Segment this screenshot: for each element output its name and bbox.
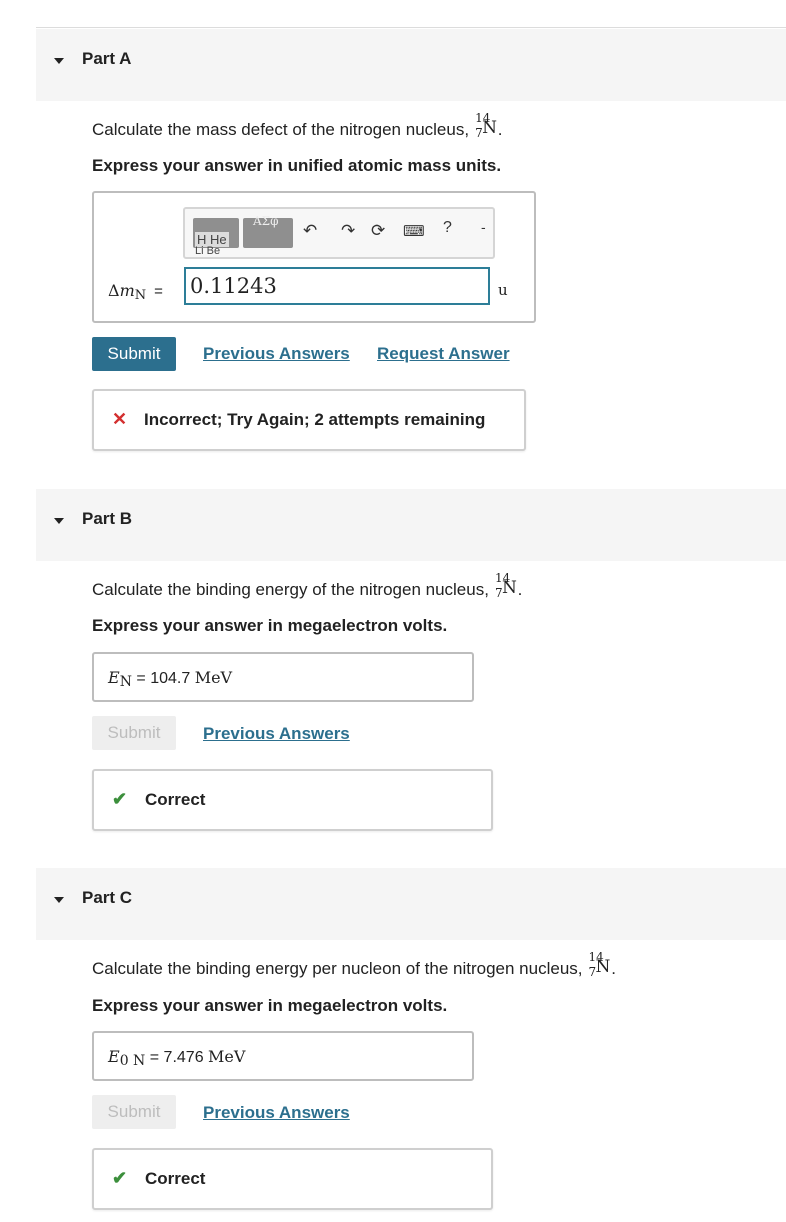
- checkmark-icon: ✔: [112, 789, 128, 809]
- part-b-feedback: [92, 769, 493, 831]
- caret-down-icon[interactable]: [54, 897, 64, 903]
- templates-button[interactable]: H He Li Be: [193, 218, 239, 248]
- part-a-question: Calculate the mass defect of the nitrogen nucleus, 14 7 N .: [92, 111, 503, 140]
- checkmark-icon: ✔: [112, 1168, 128, 1188]
- submit-button[interactable]: Submit: [92, 716, 176, 750]
- part-c-result-box: [92, 1031, 474, 1081]
- unit-label: u: [498, 281, 508, 299]
- incorrect-x-icon: ✕: [112, 409, 128, 429]
- feedback-text: Correct: [145, 1169, 206, 1188]
- help-icon[interactable]: ?: [443, 219, 452, 236]
- part-b-result-box: [92, 652, 474, 702]
- submit-button[interactable]: Submit: [92, 337, 176, 371]
- result-text: E0 N = 7.476 MeV: [108, 1047, 246, 1069]
- keyboard-icon[interactable]: ⌨: [403, 223, 425, 240]
- previous-answers-link[interactable]: Previous Answers: [203, 1103, 350, 1122]
- previous-answers-link[interactable]: Previous Answers: [203, 344, 350, 363]
- question-text: Calculate the binding energy per nucleon of the nitrogen nucleus,: [92, 959, 583, 978]
- part-c-feedback: [92, 1148, 493, 1210]
- part-b-instruction: Express your answer in megaelectron volts.: [92, 616, 448, 635]
- answer-input[interactable]: [184, 267, 490, 305]
- part-b-header[interactable]: [36, 489, 786, 561]
- part-c-instruction: Express your answer in megaelectron volts.: [92, 996, 448, 1015]
- part-a-answer-box: [92, 191, 536, 323]
- redo-icon[interactable]: ↷: [341, 221, 356, 240]
- submit-button[interactable]: Submit: [92, 1095, 176, 1129]
- part-b-question: Calculate the binding energy of the nitrogen nucleus, 14 7 N .: [92, 571, 523, 600]
- more-icon[interactable]: -: [481, 219, 486, 235]
- nuclide-symbol: 14 7 N: [475, 111, 497, 140]
- request-answer-link[interactable]: Request Answer: [377, 344, 510, 363]
- reset-icon[interactable]: ⟳: [371, 221, 386, 240]
- math-toolbar: [183, 207, 495, 259]
- caret-down-icon[interactable]: [54, 58, 64, 64]
- top-divider: [36, 27, 786, 28]
- question-text: Calculate the mass defect of the nitrogen nucleus,: [92, 120, 470, 139]
- part-b-title: Part B: [82, 509, 133, 528]
- result-text: EN = 104.7 MeV: [108, 668, 233, 690]
- part-a-instruction: Express your answer in unified atomic mass units.: [92, 156, 502, 175]
- feedback-text: Incorrect; Try Again; 2 attempts remaining: [144, 410, 486, 429]
- question-text: Calculate the binding energy of the nitrogen nucleus,: [92, 580, 489, 599]
- variable-label: ΔmN =: [108, 281, 163, 303]
- nuclide-symbol: 14 7 N: [494, 571, 517, 600]
- nuclide-symbol: 14 7 N: [588, 950, 611, 979]
- undo-icon[interactable]: ↶: [303, 221, 318, 240]
- feedback-text: Correct: [145, 790, 206, 809]
- part-a-header[interactable]: [36, 29, 786, 101]
- symbols-button[interactable]: AΣφ: [243, 218, 293, 248]
- part-c-header[interactable]: [36, 868, 786, 940]
- caret-down-icon[interactable]: [54, 518, 64, 524]
- part-a-title: Part A: [82, 49, 132, 68]
- part-a-feedback: [92, 389, 526, 451]
- previous-answers-link[interactable]: Previous Answers: [203, 724, 350, 743]
- part-c-title: Part C: [82, 888, 133, 907]
- part-c-question: Calculate the binding energy per nucleon of the nitrogen nucleus, 14 7 N .: [92, 950, 616, 979]
